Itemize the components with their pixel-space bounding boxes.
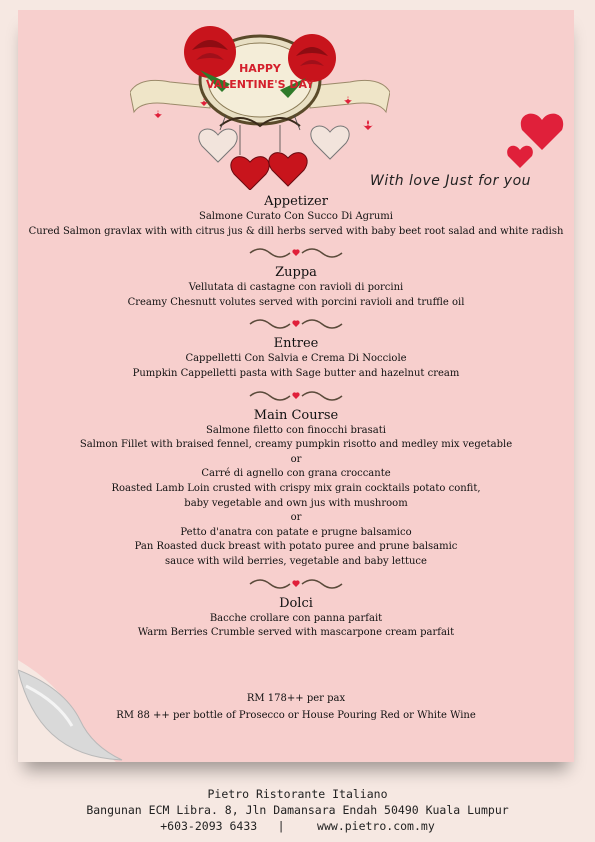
ornament-divider-icon xyxy=(246,245,346,261)
section-appetizer xyxy=(18,194,574,239)
menu-line: Pumpkin Cappelletti pasta with Sage butter and hazelnut cream xyxy=(132,367,460,379)
menu-line: Salmone Curato Con Succo Di Agrumi xyxy=(198,211,393,222)
contact-separator: | xyxy=(277,819,285,833)
ornament-divider-icon xyxy=(246,316,346,332)
section-title: Entree xyxy=(273,336,319,352)
menu-line: Salmone filetto con finocchi brasati xyxy=(206,424,386,436)
menu-line: Cured Salmon gravlax with with citrus jus & dill herbs served with baby beet root salad and white radish xyxy=(28,225,564,237)
ornament-heart-right-icon xyxy=(311,126,349,159)
restaurant-name: Pietro Ristorante Italiano xyxy=(207,787,388,801)
menu-line: Bacche crollare con panna parfait xyxy=(209,612,383,624)
ornament-divider-icon xyxy=(246,388,346,404)
page-curl-icon xyxy=(18,660,138,770)
menu-line: Cappelletti Con Salvia e Crema Di Nocciole xyxy=(185,353,407,365)
contact-line xyxy=(0,818,595,834)
section-dolci xyxy=(18,596,574,641)
menu-line: Carré di agnello con grana croccante xyxy=(201,468,391,480)
valentine-header-art xyxy=(130,0,390,190)
banner-line1: HAPPY xyxy=(239,62,281,75)
banner-line2: VALENTINE'S DAY xyxy=(205,78,315,91)
ornament-heart-red-right-icon xyxy=(269,153,307,186)
menu-line: Vellutata di castagne con ravioli di porcini xyxy=(188,282,404,294)
section-title: Appetizer xyxy=(264,194,328,209)
corner-hearts-icon xyxy=(490,100,580,180)
ornament-divider-icon xyxy=(246,576,346,592)
section-title: Zuppa xyxy=(275,265,317,281)
menu-line: Pan Roasted duck breast with potato puree and prune balsamic xyxy=(134,541,458,553)
menu-line: baby vegetable and own jus with mushroom xyxy=(184,497,408,509)
restaurant-address: Bangunan ECM Libra. 8, Jln Damansara Endah 50490 Kuala Lumpur xyxy=(86,803,509,817)
menu-line: Creamy Chesnutt volutes served with porcini ravioli and truffle oil xyxy=(127,296,465,308)
menu-line: sauce with wild berries, vegetable and baby lettuce xyxy=(165,555,427,567)
footer xyxy=(0,786,595,834)
section-entree xyxy=(18,336,574,381)
menu-line: or xyxy=(290,453,302,465)
section-title: Dolci xyxy=(279,595,313,611)
tagline: With love Just for you xyxy=(370,173,532,189)
ornament-heart-left-icon xyxy=(199,129,237,162)
menu-line: or xyxy=(290,512,302,524)
menu-line: Roasted Lamb Loin crusted with crispy mix grain cocktails potato confit, xyxy=(111,482,481,494)
section-title: Main Course xyxy=(253,407,339,423)
phone-number: +603-2093 6433 xyxy=(160,819,258,833)
ornament-heart-red-left-icon xyxy=(231,157,269,190)
menu-body xyxy=(18,194,574,641)
section-main-course xyxy=(18,408,574,570)
menu-line: Petto d'anatra con patate e prugne balsamico xyxy=(180,526,412,538)
section-zuppa xyxy=(18,265,574,310)
price-per-pax: RM 178++ per pax xyxy=(246,693,346,704)
menu-line: Warm Berries Crumble served with mascarpone cream parfait xyxy=(137,627,455,639)
menu-line: Salmon Fillet with braised fennel, creamy pumpkin risotto and medley mix vegetable xyxy=(79,439,513,451)
price-wine: RM 88 ++ per bottle of Prosecco or House Pouring Red or White Wine xyxy=(116,710,476,721)
website-link[interactable]: www.pietro.com.my xyxy=(317,819,435,833)
